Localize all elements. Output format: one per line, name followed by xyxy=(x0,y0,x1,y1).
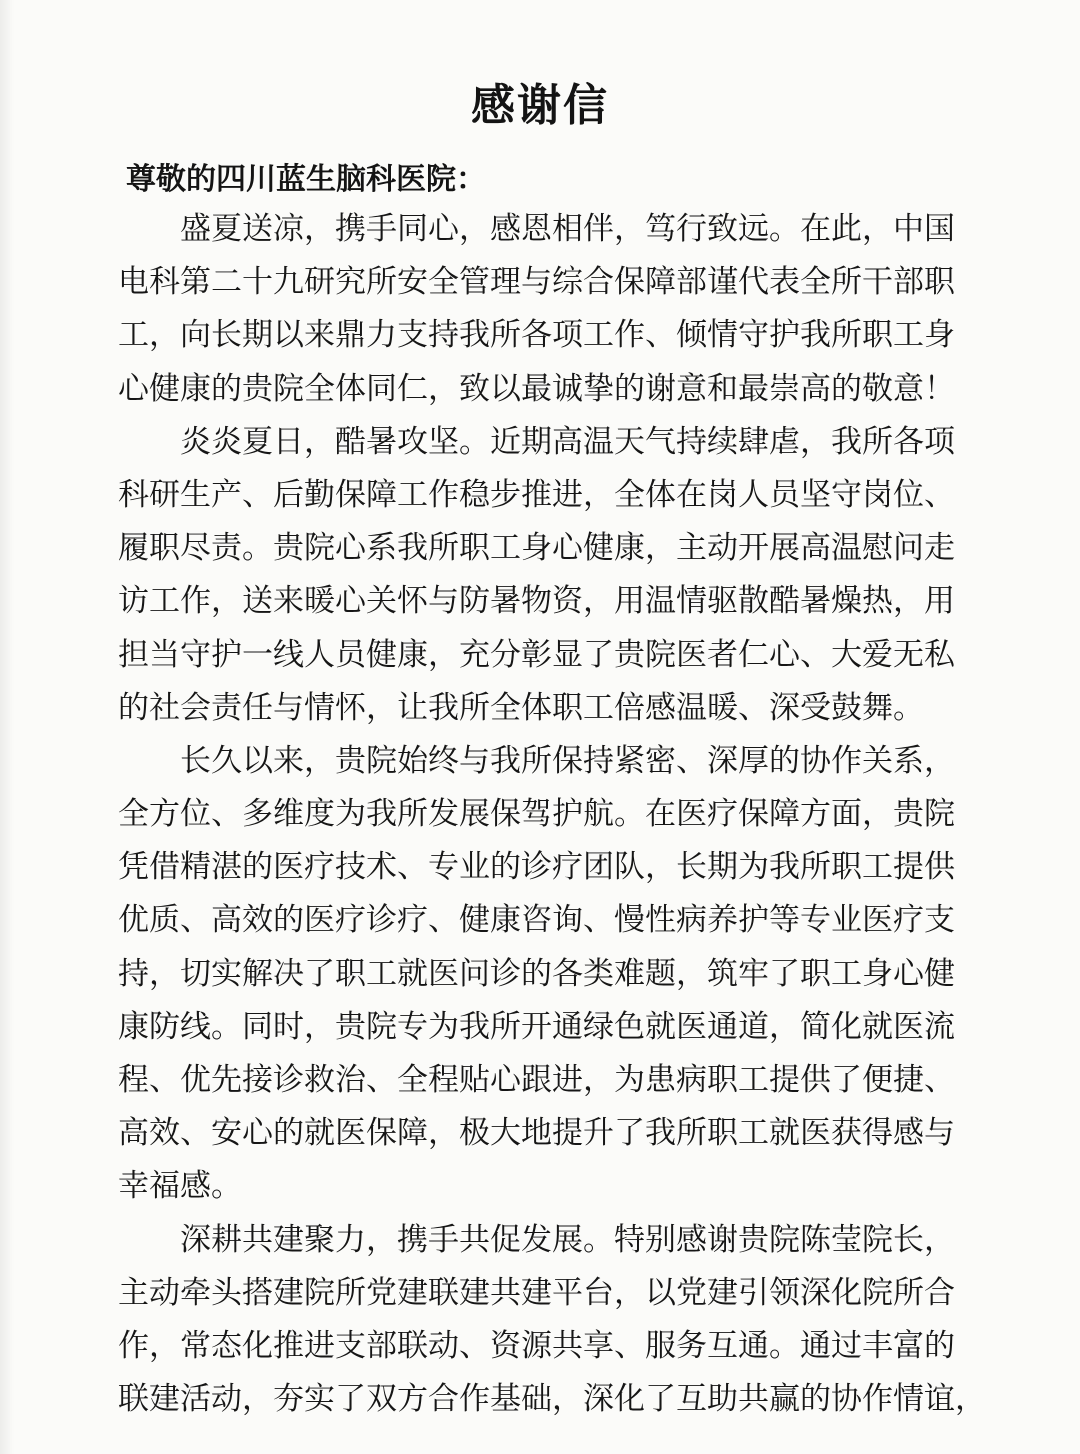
paragraph-2-line-6: 的社会责任与情怀，让我所全体职工倍感温暖、深受鼓舞。 xyxy=(118,689,924,726)
paragraph-1-line-4: 心健康的贵院全体同仁，致以最诚挚的谢意和最崇高的敬意！ xyxy=(118,370,955,407)
paragraph-4-line-1: 深耕共建聚力，携手共促发展。特别感谢贵院陈莹院长， xyxy=(180,1221,955,1258)
paragraph-1-line-3: 工，向长期以来鼎力支持我所各项工作、倾情守护我所职工身 xyxy=(118,317,955,354)
paragraph-2-line-3: 履职尽责。贵院心系我所职工身心健康，主动开展高温慰问走 xyxy=(118,530,955,567)
page-edge-shadow xyxy=(0,0,14,1454)
letter-title: 感谢信 xyxy=(471,80,609,131)
paragraph-3-line-5: 持，切实解决了职工就医问诊的各类难题，筑牢了职工身心健 xyxy=(118,955,955,992)
paragraph-3-line-1: 长久以来，贵院始终与我所保持紧密、深厚的协作关系， xyxy=(180,742,955,779)
letter-body xyxy=(118,203,986,1426)
paragraph-3-line-8: 高效、安心的就医保障，极大地提升了我所职工就医获得感与 xyxy=(118,1115,955,1152)
paragraph-1-line-2: 电科第二十九研究所安全管理与综合保障部谨代表全所干部职 xyxy=(118,264,955,301)
paragraph-3-line-3: 凭借精湛的医疗技术、专业的诊疗团队，长期为我所职工提供 xyxy=(118,849,955,886)
paragraph-2-line-2: 科研生产、后勤保障工作稳步推进，全体在岗人员坚守岗位、 xyxy=(118,476,955,513)
paragraph-3-line-4: 优质、高效的医疗诊疗、健康咨询、慢性病养护等专业医疗支 xyxy=(118,902,955,939)
paragraph-3-line-6: 康防线。同时，贵院专为我所开通绿色就医通道，简化就医流 xyxy=(118,1008,955,1045)
paragraph-4-line-3: 作，常态化推进支部联动、资源共享、服务互通。通过丰富的 xyxy=(118,1327,955,1364)
paragraph-2-line-4: 访工作，送来暖心关怀与防暑物资，用温情驱散酷暑燥热，用 xyxy=(118,583,955,620)
paragraph-2-line-5: 担当守护一线人员健康，充分彰显了贵院医者仁心、大爱无私 xyxy=(118,636,955,673)
paragraph-3-line-2: 全方位、多维度为我所发展保驾护航。在医疗保障方面，贵院 xyxy=(118,796,955,833)
paragraph-1-line-1: 盛夏送凉，携手同心，感恩相伴，笃行致远。在此，中国 xyxy=(180,211,955,247)
paragraph-4-line-2: 主动牵头搭建院所党建联建共建平台，以党建引领深化院所合 xyxy=(118,1274,955,1311)
paragraph-3-line-7: 程、优先接诊救治、全程贴心跟进，为患病职工提供了便捷、 xyxy=(118,1062,955,1098)
paragraph-3-line-9: 幸福感。 xyxy=(118,1168,242,1205)
paragraph-2-line-1: 炎炎夏日，酷暑攻坚。近期高温天气持续肆虐，我所各项 xyxy=(180,423,955,460)
letter-salutation: 尊敬的四川蓝生脑科医院： xyxy=(126,162,486,197)
paragraph-4-line-4: 联建活动，夯实了双方合作基础，深化了互助共赢的协作情谊， xyxy=(118,1381,986,1418)
